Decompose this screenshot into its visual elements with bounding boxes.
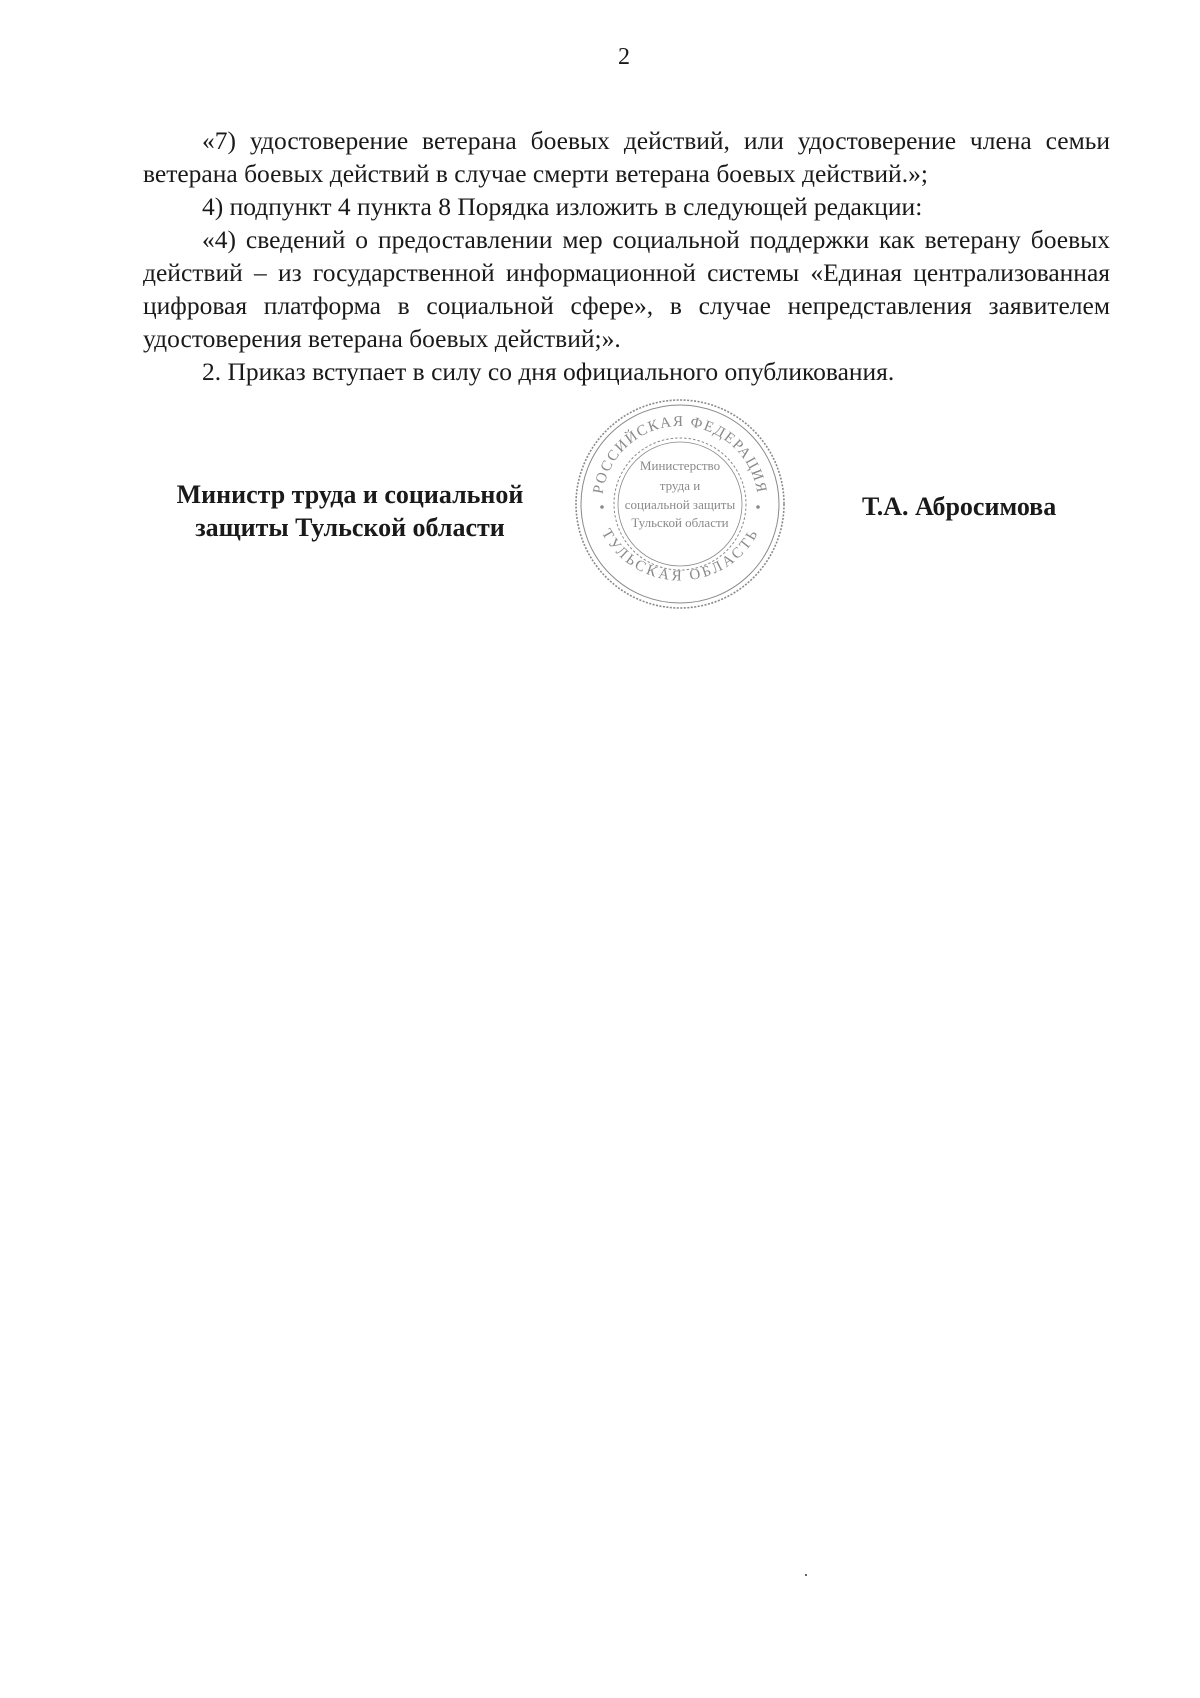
seal-center-line4: Тульской области xyxy=(631,515,729,530)
official-seal xyxy=(564,393,796,615)
scan-speck xyxy=(805,1574,807,1576)
paragraph-effective-date: 2. Приказ вступает в силу со дня официального опубликования. xyxy=(202,357,895,386)
paragraph-subitem-4: 4) подпункт 4 пункта 8 Порядка изложить в следующей редакции: xyxy=(202,192,923,221)
seal-center-line1: Министерство xyxy=(639,458,721,473)
paragraph-item-7: «7) удостоверение ветерана боевых действий, или удостоверение члена семьи ветерана боевых действий в случае смерти ветерана боевых действий.»; xyxy=(143,126,1110,188)
document-body xyxy=(143,124,1110,388)
seal-center-line2: труда и xyxy=(659,478,701,493)
seal-outer-top-text: РОССИЙСКАЯ ФЕДЕРАЦИЯ xyxy=(590,413,770,496)
page-number: 2 xyxy=(618,44,630,70)
signatory-name: Т.А. Абросимова xyxy=(862,492,1057,521)
signatory-position xyxy=(150,478,550,544)
paragraph-item-4-text: «4) сведений о предоставлении мер социальной поддержки как ветерану боевых действий – из государственной информационной системы «Единая централизованная цифровая платформа в социальной сфере», в случае непредставления заявителем удостоверения ветерана боевых действий;». xyxy=(143,225,1110,353)
seal-center-line3: социальной защиты xyxy=(624,497,736,512)
signatory-position-line1: Министр труда и социальной xyxy=(176,480,524,509)
signatory-position-line2: защиты Тульской области xyxy=(195,513,505,542)
seal-outer-bottom-text: ТУЛЬСКАЯ ОБЛАСТЬ xyxy=(598,526,762,585)
